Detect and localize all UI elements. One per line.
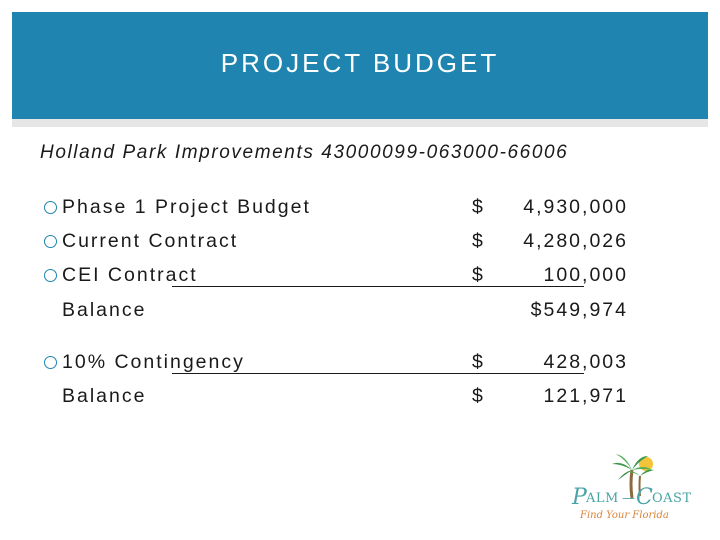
row-amount: 100,000 xyxy=(543,264,628,286)
svg-text:P: P xyxy=(572,485,587,510)
row-amount: 4,930,000 xyxy=(523,196,628,218)
currency-symbol: $ xyxy=(472,196,485,218)
svg-text:Find Your Florida: Find Your Florida xyxy=(580,510,669,521)
balance-amount: 121,971 xyxy=(543,385,628,407)
balance-label: Balance xyxy=(62,299,147,321)
title-bar xyxy=(12,12,708,119)
bullet-icon xyxy=(44,269,57,282)
page-title: PROJECT BUDGET xyxy=(220,48,500,78)
currency-symbol: $ xyxy=(472,230,485,252)
currency-symbol: $ xyxy=(472,351,485,373)
bullet-icon xyxy=(44,356,57,369)
bullet-icon xyxy=(44,235,57,248)
row-label: Phase 1 Project Budget xyxy=(62,196,311,218)
row-label: 10% Contingency xyxy=(62,351,245,373)
list-item-contingency xyxy=(44,351,628,383)
svg-text:C: C xyxy=(636,485,653,510)
row-label: CEI Contract xyxy=(62,264,198,286)
currency-symbol: $ xyxy=(472,385,485,407)
list-item-cei-contract xyxy=(44,264,628,296)
header-divider xyxy=(12,119,708,127)
svg-text:—: — xyxy=(622,491,635,506)
balance-row xyxy=(44,299,628,331)
row-label: Current Contract xyxy=(62,230,239,252)
balance-label: Balance xyxy=(62,385,147,407)
bullet-icon xyxy=(44,201,57,214)
list-item-phase-budget xyxy=(44,196,628,228)
currency-symbol: $ xyxy=(472,264,485,286)
subtotal-rule xyxy=(172,373,584,374)
balance-amount: $549,974 xyxy=(530,299,628,321)
row-amount: 428,003 xyxy=(543,351,628,373)
palm-coast-logo xyxy=(566,450,704,526)
svg-text:OAST: OAST xyxy=(652,491,692,506)
project-subtitle: Holland Park Improvements 43000099-063000-66006 xyxy=(40,142,569,163)
subtotal-rule xyxy=(172,286,584,287)
svg-text:ALM: ALM xyxy=(586,491,619,506)
list-item-current-contract xyxy=(44,230,628,262)
contingency-balance-row xyxy=(44,385,628,417)
row-amount: 4,280,026 xyxy=(523,230,628,252)
